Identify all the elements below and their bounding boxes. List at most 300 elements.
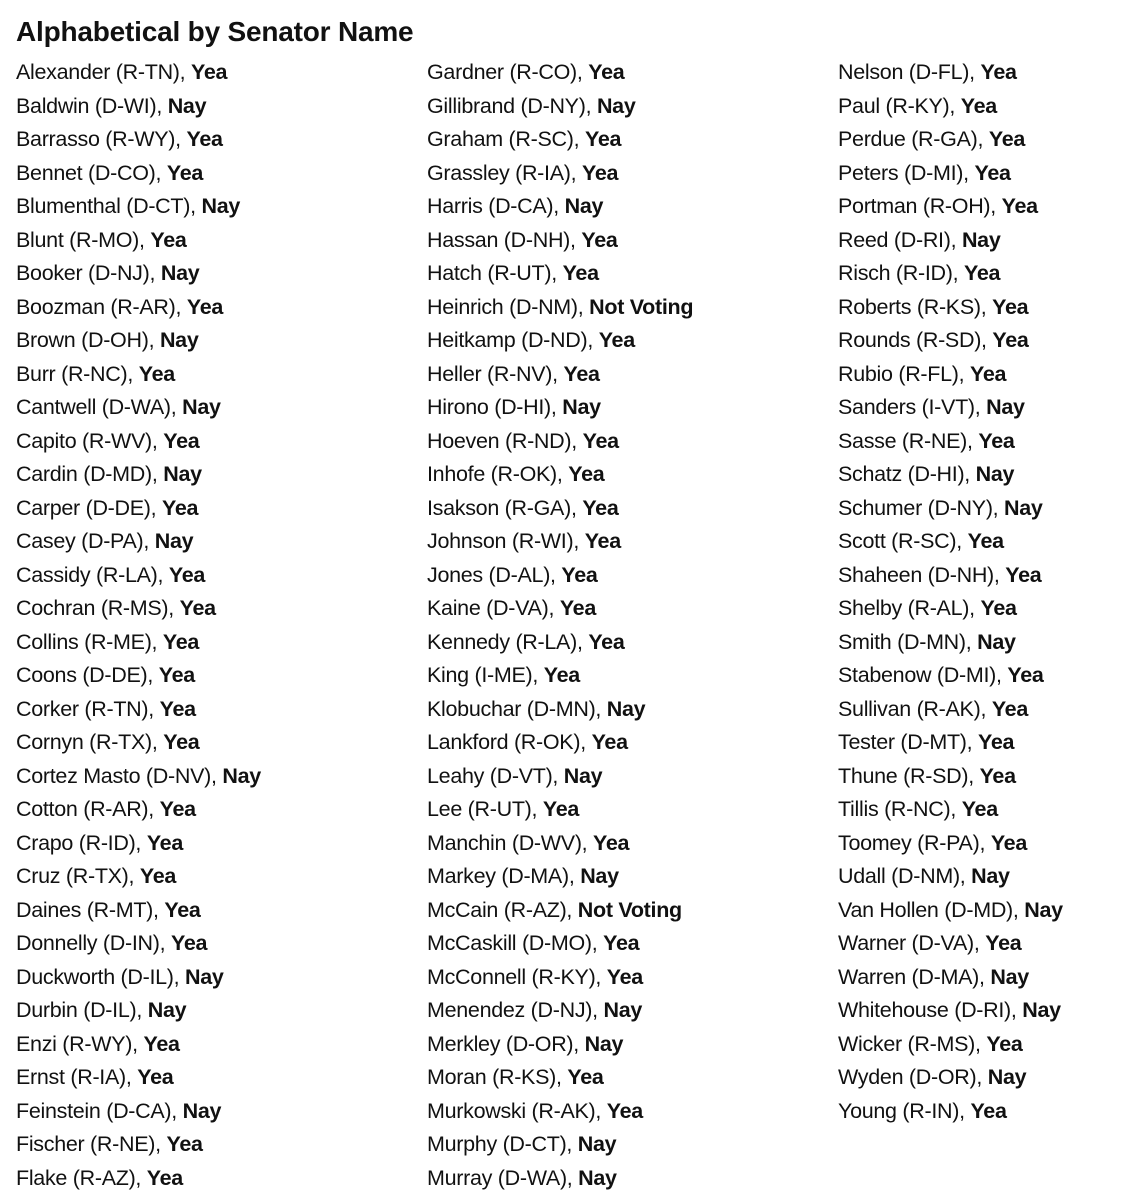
senator-entry [16,358,427,392]
vote-value: Yea [561,562,598,587]
vote-value: Yea [974,160,1011,185]
senator-entry [16,626,427,660]
vote-value: Nay [971,864,1010,888]
senator-entry [427,961,838,995]
vote-value: Yea [166,1132,203,1156]
vote-value: Nay [1022,998,1061,1022]
senator-entry [838,693,1136,727]
vote-value: Yea [980,60,1017,84]
senator-name: Blunt (R-MO), [16,227,145,252]
senator-entry [838,1028,1136,1062]
senator-entry [838,726,1136,760]
senator-entry [427,525,838,559]
senator-name: Cortez Masto (D-NV), [16,763,217,788]
senator-name: Shaheen (D-NH), [838,562,1000,587]
senator-entry [427,56,838,90]
senator-entry [838,190,1136,224]
vote-value: Yea [138,361,175,386]
vote-value: Yea [1007,663,1044,687]
senator-entry [427,257,838,291]
senator-entry [16,1095,427,1129]
senator-name: Portman (R-OH), [838,194,996,218]
senator-name: Cardin (D-MD), [16,462,158,486]
senator-name: Thune (R-SD), [838,763,974,788]
senator-entry [838,559,1136,593]
senator-name: Heinrich (D-NM), [427,294,584,319]
senator-entry [838,257,1136,291]
senator-entry [16,123,427,157]
vote-value: Nay [160,261,200,285]
senator-entry [16,1162,427,1196]
senator-name: Leahy (D-VT), [427,763,559,788]
senator-name: Smith (D-MN), [838,629,972,654]
senator-entry [16,190,427,224]
senator-entry [838,626,1136,660]
vote-value: Nay [562,395,601,419]
senator-name: Gardner (R-CO), [427,60,583,84]
senator-name: Warner (D-VA), [838,931,980,955]
vote-value: Yea [186,127,223,151]
senator-name: Reed (D-RI), [838,227,957,252]
senator-name: Durbin (D-IL), [16,998,143,1022]
vote-value: Yea [163,428,200,453]
vote-value: Yea [191,60,228,84]
vote-value: Nay [606,696,646,721]
senator-name: Heitkamp (D-ND), [427,328,594,352]
senator-entry [16,391,427,425]
vote-value: Yea [543,663,580,687]
senator-entry [838,123,1136,157]
vote-value: Yea [171,931,208,955]
senator-name: Hassan (D-NH), [427,227,576,252]
vote-value: Yea [158,663,195,687]
vote-value: Yea [960,93,997,118]
senator-entry [427,458,838,492]
senator-entry [427,1128,838,1162]
senator-name: Merkley (D-OR), [427,1031,579,1056]
senator-name: Duckworth (D-IL), [16,964,180,989]
vote-value: Nay [603,998,643,1022]
senator-name: Isakson (R-GA), [427,495,577,520]
vote-value: Nay [1024,897,1063,922]
page-title: Alphabetical by Senator Name [16,16,414,47]
vote-value: Yea [588,629,625,654]
vote-value: Yea [159,696,196,721]
vote-value: Yea [606,1098,643,1123]
senator-entry [427,592,838,626]
senator-entry [838,1095,1136,1129]
vote-value: Yea [568,462,605,486]
senator-name: Booker (D-NJ), [16,261,156,285]
vote-value: Nay [580,864,619,888]
senator-name: Sanders (I-VT), [838,395,981,419]
vote-value: Yea [150,227,187,252]
senator-entry [16,257,427,291]
vote-value: Nay [987,1065,1027,1089]
senator-name: Nelson (D-FL), [838,60,975,84]
vote-value: Nay [159,328,199,352]
vote-value: Yea [992,328,1029,352]
vote-value: Yea [137,1065,174,1089]
vote-value: Yea [986,1031,1023,1056]
vote-value: Yea [159,797,196,821]
senator-entry [16,492,427,526]
senator-entry [427,626,838,660]
vote-value: Yea [593,830,630,855]
vote-value: Yea [990,830,1027,855]
senator-entry [838,458,1136,492]
vote-value: Yea [588,60,625,84]
vote-value: Yea [979,763,1016,788]
vote-value: Yea [179,596,216,620]
senator-entry [838,961,1136,995]
senator-name: Tester (D-MT), [838,730,973,754]
senator-entry [838,425,1136,459]
senator-name: Sasse (R-NE), [838,428,973,453]
senator-name: Toomey (R-PA), [838,830,986,855]
senator-name: Wyden (D-OR), [838,1065,983,1089]
senator-name: Enzi (R-WY), [16,1031,138,1056]
senator-name: McCaskill (D-MO), [427,931,598,955]
senator-name: Burr (R-NC), [16,361,134,386]
senator-entry [16,324,427,358]
senator-entry [16,860,427,894]
senator-name: Hoeven (R-ND), [427,428,577,453]
vote-value: Yea [961,797,998,821]
senator-entry [427,425,838,459]
senator-entry [16,726,427,760]
senator-entry [427,693,838,727]
senator-entry [16,994,427,1028]
senator-name: Blumenthal (D-CT), [16,194,196,218]
senator-name: Roberts (R-KS), [838,294,987,319]
senator-entry [838,358,1136,392]
senator-entry [838,90,1136,124]
senator-name: Inhofe (R-OK), [427,462,563,486]
senator-name: King (I-ME), [427,663,539,687]
vote-value: Yea [1005,562,1042,587]
senator-entry [838,760,1136,794]
vote-value: Yea [563,361,600,386]
senator-name: Baldwin (D-WI), [16,93,163,118]
vote-value: Nay [182,1098,222,1123]
senator-name: Carper (D-DE), [16,495,157,520]
senator-name: Stabenow (D-MI), [838,663,1002,687]
vote-value: Nay [990,964,1029,989]
senator-name: Risch (R-ID), [838,261,959,285]
vote-value: Yea [970,361,1007,386]
vote-value: Nay [596,93,636,118]
senator-name: Capito (R-WV), [16,428,158,453]
senator-entry [838,994,1136,1028]
senator-name: Manchin (D-WV), [427,830,588,855]
vote-value: Nay [578,1165,617,1190]
senator-entry [16,224,427,258]
senator-entry [16,894,427,928]
vote-value: Yea [581,160,619,185]
senator-name: Perdue (R-GA), [838,127,984,151]
senator-name: Cornyn (R-TX), [16,730,158,754]
senator-entry [427,927,838,961]
senator-entry [427,190,838,224]
vote-value: Yea [581,227,618,252]
senator-entry [838,659,1136,693]
vote-value: Nay [977,629,1016,654]
senator-entry [427,559,838,593]
vote-value: Yea [992,294,1029,319]
vote-value: Nay [201,194,241,218]
senator-name: Crapo (R-ID), [16,830,142,855]
senator-entry [427,492,838,526]
senator-name: Cassidy (R-LA), [16,562,164,587]
senator-name: Donnelly (D-IN), [16,931,166,955]
senator-name: Scott (R-SC), [838,529,962,553]
senator-entry [427,90,838,124]
vote-value: Nay [147,998,187,1022]
senator-name: Cantwell (D-WA), [16,395,177,419]
senator-name: Tillis (R-NC), [838,797,956,821]
senator-entry [838,291,1136,325]
vote-value: Yea [985,931,1022,955]
senator-column-3 [838,56,1136,1195]
senator-name: Whitehouse (D-RI), [838,998,1017,1022]
senator-name: Rubio (R-FL), [838,361,965,386]
vote-value: Yea [584,529,621,553]
senator-entry [16,793,427,827]
vote-value: Nay [975,462,1015,486]
vote-value: Nay [584,1031,624,1056]
senator-name: Gillibrand (D-NY), [427,93,592,118]
vote-value: Yea [1001,194,1038,218]
vote-value: Yea [978,730,1015,754]
senator-entry [427,291,838,325]
senator-name: Hirono (D-HI), [427,395,557,419]
senator-entry [427,324,838,358]
senator-column-2 [427,56,838,1195]
senator-entry [838,391,1136,425]
senator-entry [427,157,838,191]
senator-name: Ernst (R-IA), [16,1065,132,1089]
vote-value: Nay [167,93,207,118]
senator-name: Schatz (D-HI), [838,462,970,486]
senator-entry [427,860,838,894]
senator-entry [16,592,427,626]
vote-value: Yea [542,797,580,821]
senator-entry [16,927,427,961]
vote-value: Yea [146,1165,183,1190]
senator-entry [16,458,427,492]
senator-name: Jones (D-AL), [427,562,556,587]
senator-entry [838,793,1136,827]
senator-name: Paul (R-KY), [838,93,956,118]
vote-value: Yea [980,596,1017,620]
vote-value: Yea [584,127,622,151]
senator-name: Markey (D-MA), [427,864,575,888]
vote-value: Yea [567,1065,604,1089]
senator-name: Graham (R-SC), [427,127,580,151]
senator-entry [838,157,1136,191]
senator-entry [16,827,427,861]
senator-entry [427,1162,838,1196]
senator-entry [838,492,1136,526]
senator-name: Harris (D-CA), [427,194,559,218]
vote-value: Yea [964,261,1001,285]
vote-value: Yea [186,294,224,319]
senator-entry [838,1061,1136,1095]
vote-value: Yea [582,428,619,453]
vote-value: Yea [978,428,1015,453]
senator-name: Klobuchar (D-MN), [427,696,602,721]
vote-value: Nay [564,194,604,218]
vote-value: Yea [991,696,1028,721]
vote-value: Yea [162,495,199,520]
vote-value: Yea [146,830,183,855]
senator-name: Collins (R-ME), [16,629,158,654]
senator-entry [16,961,427,995]
senator-name: Cotton (R-AR), [16,797,154,821]
senator-entry [16,1128,427,1162]
senator-name: Boozman (R-AR), [16,294,182,319]
vote-value: Yea [168,562,206,587]
senator-entry [427,224,838,258]
senator-name: Young (R-IN), [838,1098,965,1123]
vote-value: Nay [163,462,202,486]
senator-name: Corker (R-TN), [16,696,154,721]
senator-name: Udall (D-NM), [838,864,966,888]
vote-value: Yea [970,1098,1007,1123]
senator-entry [427,827,838,861]
senator-name: Brown (D-OH), [16,328,155,352]
senator-name: Wicker (R-MS), [838,1031,981,1056]
vote-value: Nay [185,964,224,989]
senator-name: Barrasso (R-WY), [16,127,181,151]
senator-name: Feinstein (D-CA), [16,1098,177,1123]
senator-entry [427,793,838,827]
senator-entry [16,56,427,90]
senator-name: Heller (R-NV), [427,361,558,386]
senator-entry [16,157,427,191]
vote-value: Nay [961,227,1001,252]
senator-entry [838,860,1136,894]
vote-value: Yea [164,897,201,922]
senator-entry [427,358,838,392]
vote-value: Yea [598,328,635,352]
senator-name: Warren (D-MA), [838,964,985,989]
senator-entry [427,726,838,760]
senator-entry [16,659,427,693]
senator-column-1 [16,56,427,1195]
senator-entry [427,659,838,693]
senator-name: Cochran (R-MS), [16,596,174,620]
senator-entry [838,324,1136,358]
vote-value: Yea [562,261,599,285]
vote-value: Nay [154,529,194,553]
senator-entry [838,927,1136,961]
senator-name: Lee (R-UT), [427,797,538,821]
senator-name: Kennedy (R-LA), [427,629,583,654]
senator-name: Hatch (R-UT), [427,261,557,285]
senator-name: Sullivan (R-AK), [838,696,987,721]
senator-entry [427,1061,838,1095]
senator-entry [838,894,1136,928]
senator-entry [16,760,427,794]
vote-value: Yea [606,964,643,989]
senator-name: Bennet (D-CO), [16,160,162,185]
senator-entry [838,827,1136,861]
vote-value: Nay [1004,495,1043,520]
vote-value: Nay [577,1132,617,1156]
senator-entry [838,592,1136,626]
senator-entry [838,224,1136,258]
senator-name: Flake (R-AZ), [16,1165,142,1190]
senator-name: Rounds (R-SD), [838,328,987,352]
senator-name: Schumer (D-NY), [838,495,999,520]
senator-name: Daines (R-MT), [16,897,159,922]
senator-name: Moran (R-KS), [427,1065,562,1089]
senator-entry [16,291,427,325]
vote-value: Nay [222,763,261,788]
vote-value: Yea [166,160,204,185]
vote-value: Yea [163,730,200,754]
senator-entry [838,525,1136,559]
senator-name: Casey (D-PA), [16,529,150,553]
vote-value: Yea [967,529,1004,553]
vote-value: Nay [182,395,221,419]
senator-name: Murphy (D-CT), [427,1132,573,1156]
senator-entry [838,56,1136,90]
senator-name: Murray (D-WA), [427,1165,573,1190]
senator-name: Coons (D-DE), [16,663,154,687]
senator-name: McConnell (R-KY), [427,964,602,989]
vote-value: Yea [603,931,640,955]
senator-name: Kaine (D-VA), [427,596,555,620]
vote-value: Not Voting [577,897,682,922]
senator-name: Grassley (R-IA), [427,160,577,185]
senator-entry [16,90,427,124]
vote-value: Not Voting [589,294,694,319]
senator-name: Shelby (R-AL), [838,596,975,620]
senator-entry [427,1028,838,1062]
senator-name: Johnson (R-WI), [427,529,580,553]
vote-value: Yea [143,1031,180,1056]
vote-value: Nay [986,395,1025,419]
senator-name: Murkowski (R-AK), [427,1098,602,1123]
vote-value: Yea [988,127,1026,151]
senator-name: Fischer (R-NE), [16,1132,161,1156]
senator-name: Van Hollen (D-MD), [838,897,1019,922]
senator-name: Cruz (R-TX), [16,864,135,888]
senator-entry [16,525,427,559]
senator-entry [427,760,838,794]
senator-entry [16,1028,427,1062]
vote-value: Yea [582,495,619,520]
vote-value: Yea [591,730,628,754]
senator-name: Peters (D-MI), [838,160,969,185]
senator-name: McCain (R-AZ), [427,897,573,922]
senator-entry [427,123,838,157]
senator-entry [16,559,427,593]
vote-value: Yea [559,596,596,620]
vote-value: Yea [139,864,177,888]
senator-entry [427,1095,838,1129]
senator-entry [16,425,427,459]
senator-entry [16,693,427,727]
vote-list-page [16,14,1136,1195]
vote-value: Yea [162,629,200,654]
senator-entry [427,391,838,425]
senator-entry [16,1061,427,1095]
senator-entry [427,894,838,928]
